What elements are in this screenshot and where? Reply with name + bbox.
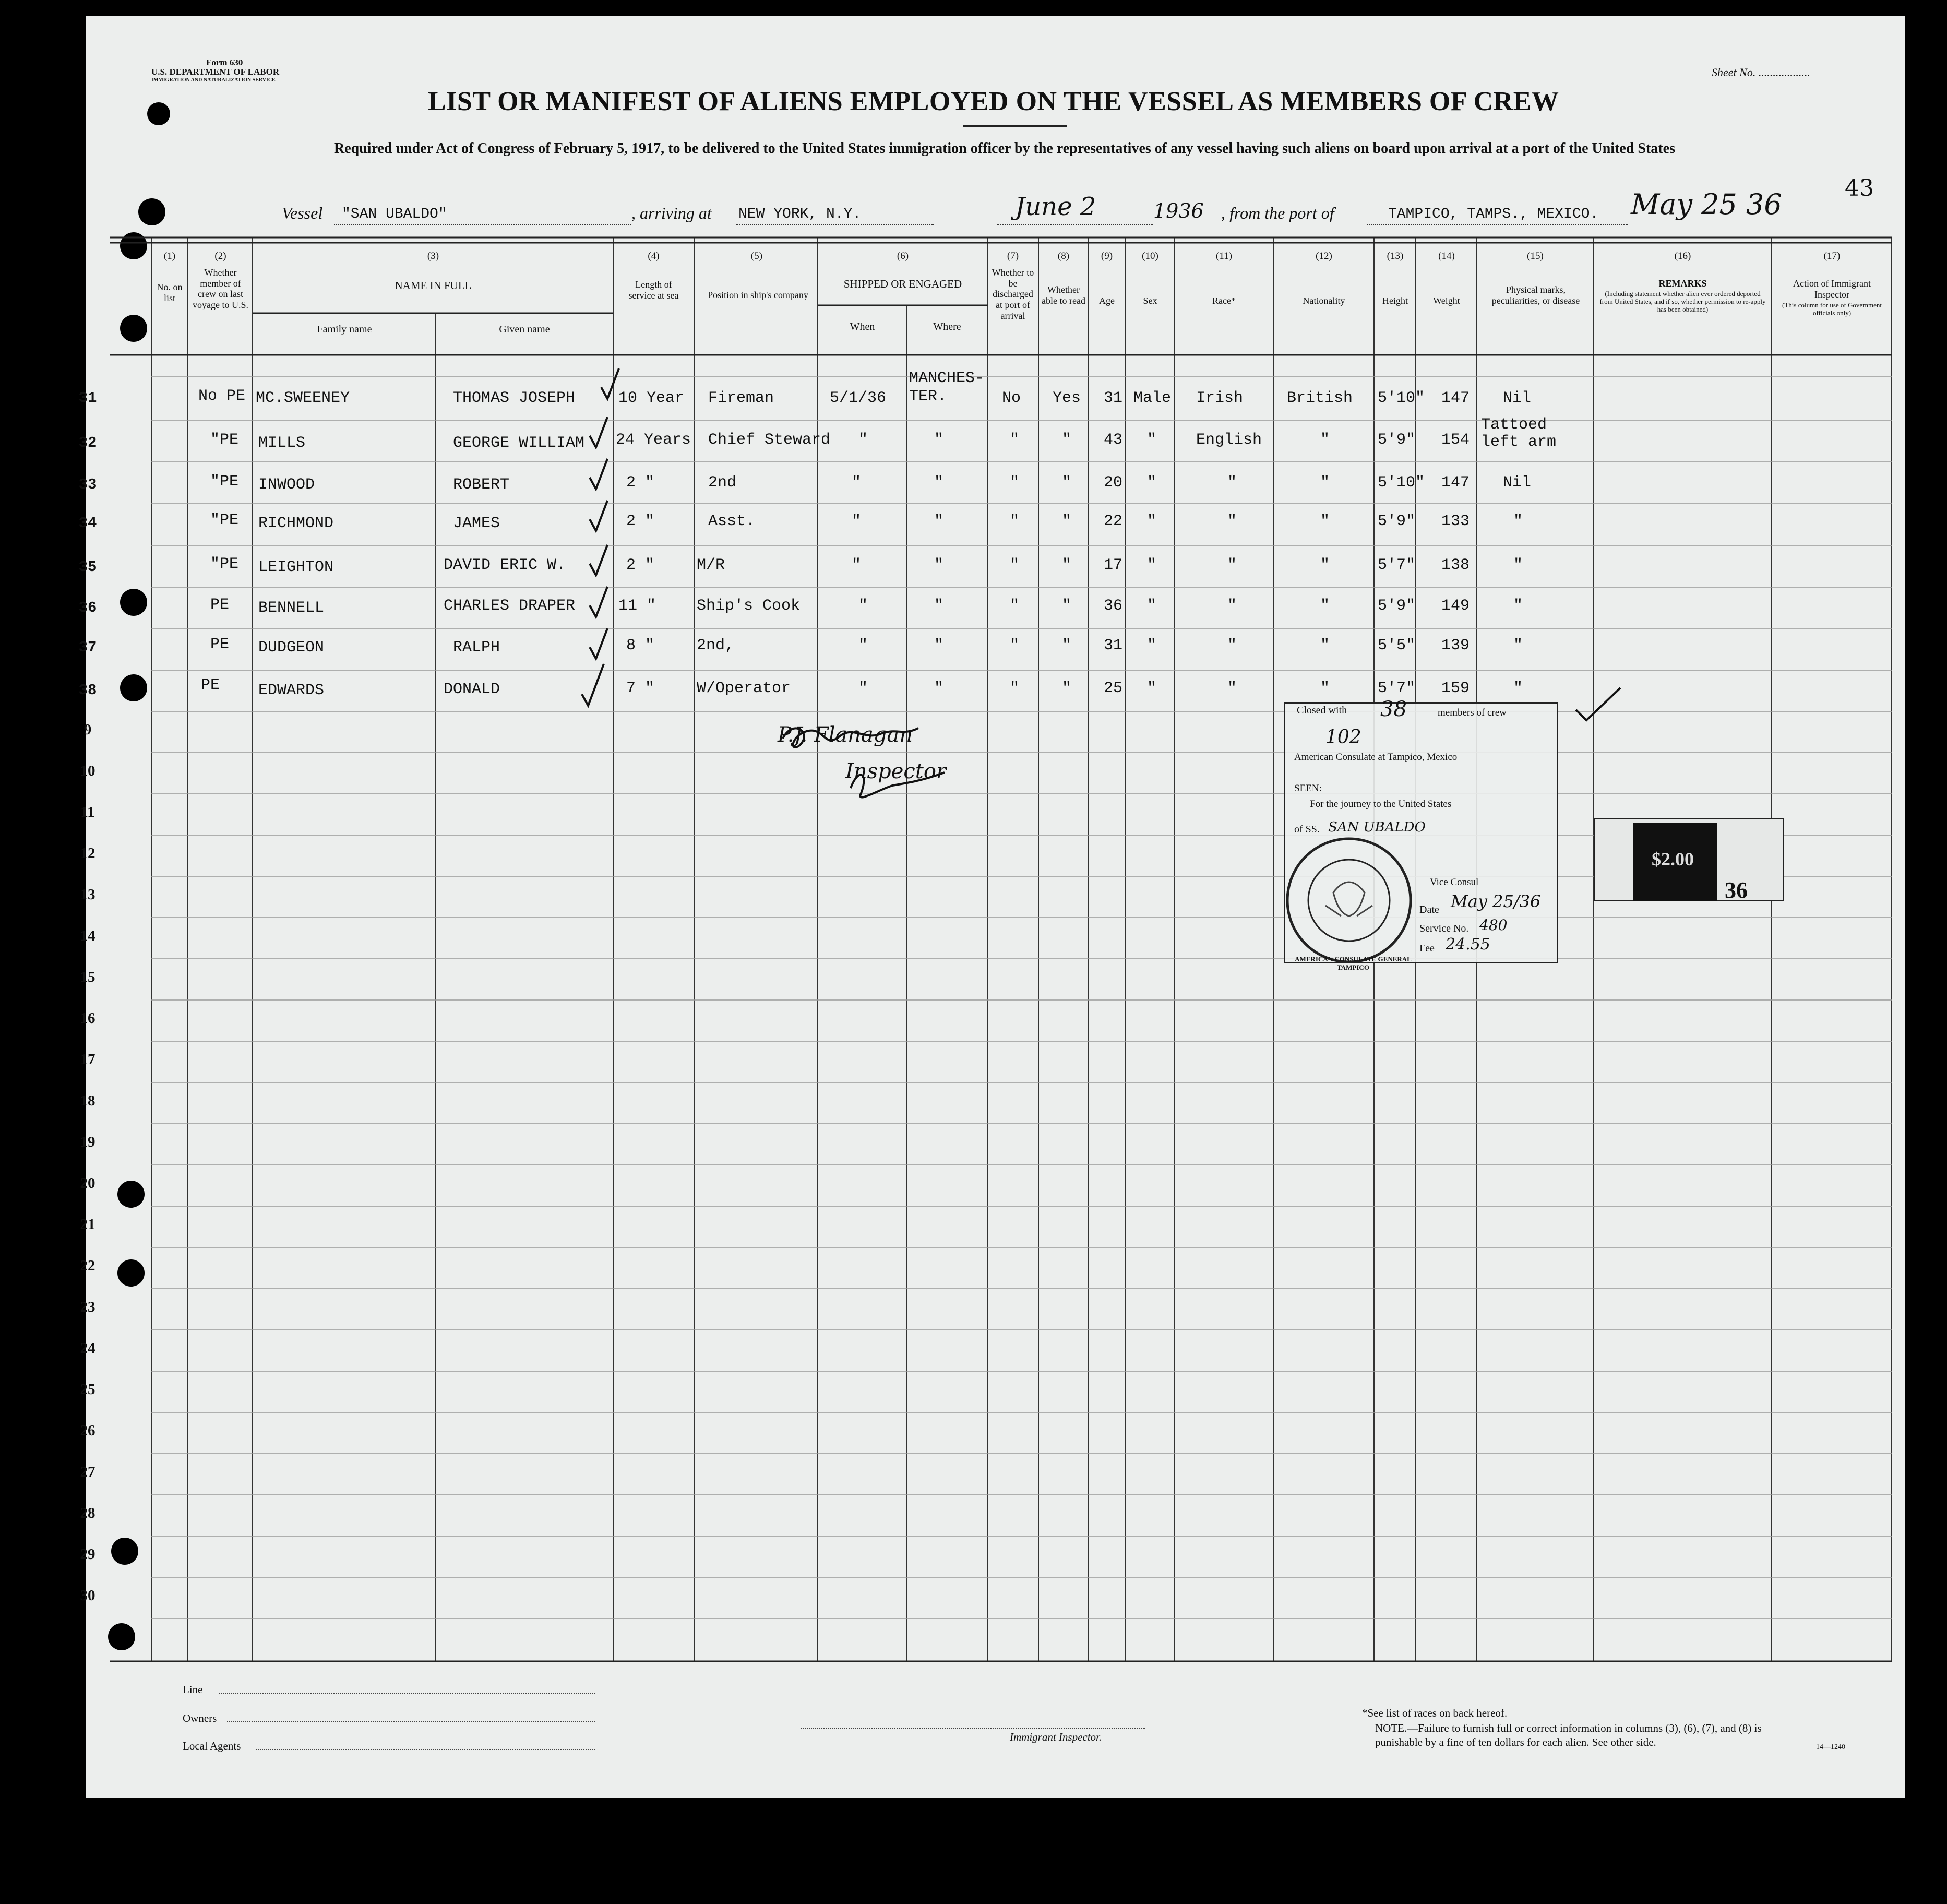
given-name-cell: RALPH [453, 639, 500, 657]
arrival-year: 1936 [1153, 199, 1204, 222]
page-title: LIST OR MANIFEST OF ALIENS EMPLOYED ON THE VESSEL AS MEMBERS OF CREW [428, 87, 1559, 116]
stamp-journey: For the journey to the United States [1310, 799, 1452, 810]
weight-cell: 149 [1441, 597, 1470, 615]
row-number: 30 [80, 1587, 95, 1604]
inspector-signature-title: Inspector [845, 759, 947, 783]
sex-cell: " [1147, 513, 1157, 530]
height-cell: 5'9" [1378, 513, 1416, 530]
position-cell: Chief Steward [708, 431, 831, 449]
col4-header: Length of service at sea [628, 279, 679, 301]
service-cell: 8 " [626, 637, 655, 654]
nationality-cell: " [1320, 513, 1330, 530]
family-name-cell: EDWARDS [258, 682, 325, 699]
read-cell: " [1062, 637, 1072, 654]
row-number: 35 [78, 558, 97, 576]
row-number: 28 [80, 1505, 95, 1521]
shipped-where-cell: " [934, 637, 944, 654]
discharged-cell: " [1010, 597, 1020, 615]
last-voyage-cell: No PE [198, 387, 246, 405]
stamp-vice-consul: Vice Consul [1430, 877, 1479, 888]
family-name-cell: RICHMOND [258, 515, 334, 532]
discharged-cell: " [1010, 680, 1020, 697]
col10-header: Sex [1143, 295, 1157, 306]
row-number: 22 [80, 1257, 95, 1274]
age-cell: 17 [1104, 556, 1123, 574]
race-cell: Irish [1196, 389, 1244, 407]
row-number: 13 [80, 886, 95, 903]
row-number: 32 [78, 434, 97, 451]
row-number: 15 [80, 969, 95, 985]
weight-cell: 159 [1441, 680, 1470, 697]
row-number: 25 [80, 1381, 95, 1398]
row-number: 33 [78, 476, 97, 493]
col16-subheader: (Including statement whether alien ever ordered deported from United States, and if so, whether permission to re-apply has been obtained) [1599, 290, 1766, 313]
fee-stamp-value: $2.00 [1652, 849, 1694, 870]
sex-cell: " [1147, 431, 1157, 449]
sex-cell: " [1147, 597, 1157, 615]
arriving-label: , arriving at [631, 204, 712, 222]
stamp-fee: 24.55 [1446, 935, 1490, 954]
marks-cell: " [1513, 513, 1523, 530]
shipped-where-cell: " [934, 513, 944, 530]
discharged-cell: " [1010, 556, 1020, 574]
row-number: 18 [80, 1092, 95, 1109]
col5-header: Position in ship's company [708, 290, 808, 300]
last-voyage-cell: "PE [210, 473, 239, 491]
shipped-where-cell: " [934, 474, 944, 492]
height-cell: 5'9" [1378, 597, 1416, 615]
row-number: 29 [80, 1546, 95, 1563]
race-cell: " [1227, 637, 1237, 654]
races-note: *See list of races on back hereof. [1362, 1707, 1508, 1719]
last-voyage-cell: "PE [210, 511, 239, 529]
row-number: 17 [80, 1051, 95, 1068]
family-name-cell: MILLS [258, 434, 306, 452]
height-cell: 5'10" [1378, 389, 1425, 407]
row-number: 21 [80, 1216, 95, 1233]
check-marks [582, 368, 1620, 720]
weight-cell: 154 [1441, 431, 1470, 449]
shipped-when-cell: " [858, 597, 868, 615]
stamp-crew-count: 38 [1380, 697, 1407, 721]
col1-header: No. on list [157, 282, 183, 303]
sex-cell: " [1147, 556, 1157, 574]
age-cell: 22 [1104, 513, 1123, 530]
col6-where-header: Where [933, 321, 961, 332]
position-cell: M/R [697, 556, 725, 574]
row-number: 16 [80, 1010, 95, 1027]
stamp-service-label: Service No. [1419, 923, 1469, 934]
discharged-cell: " [1010, 474, 1020, 492]
stamp-closed-with: Closed with [1297, 705, 1347, 716]
shipped-where-cell: " [934, 680, 944, 697]
given-name-cell: GEORGE WILLIAM [453, 434, 585, 452]
col13-header: Height [1382, 295, 1408, 306]
col15-num: (15) [1527, 251, 1544, 261]
footer-line-label: Line [183, 1683, 203, 1696]
stamp-date-label: Date [1419, 904, 1439, 915]
shipped-where-cell: " [934, 597, 944, 615]
footer-agents-label: Local Agents [183, 1740, 241, 1752]
race-cell: " [1227, 556, 1237, 574]
marks-cell: " [1513, 597, 1523, 615]
nationality-cell: " [1320, 680, 1330, 697]
col12-num: (12) [1316, 251, 1332, 261]
shipped-where-cell: MANCHES- TER. [909, 370, 985, 406]
footer-line-dotline [219, 1693, 595, 1694]
marks-cell: Nil [1503, 389, 1532, 407]
age-cell: 43 [1104, 431, 1123, 449]
fine-note: NOTE.—Failure to furnish full or correct information in columns (3), (6), (7), and (8) is punishable by a fine of ten dollars for each alien. See other side. [1375, 1722, 1762, 1749]
form-code: 14—1240 [1816, 1743, 1845, 1751]
col6-num: (6) [897, 251, 909, 261]
row-number: 20 [80, 1175, 95, 1192]
sheet-no-label: Sheet No. .................. [1712, 66, 1810, 79]
sex-cell: " [1147, 474, 1157, 492]
service-name: IMMIGRATION AND NATURALIZATION SERVICE [151, 77, 276, 83]
row-number: 9 [83, 721, 92, 738]
marks-cell: " [1513, 637, 1523, 654]
position-cell: 2nd [708, 474, 737, 492]
height-cell: 5'10" [1378, 474, 1425, 492]
stamp-fee-label: Fee [1419, 943, 1435, 954]
department: U.S. DEPARTMENT OF LABOR [151, 67, 280, 77]
row-number: 19 [80, 1134, 95, 1150]
height-cell: 5'9" [1378, 431, 1416, 449]
stamp-number: 102 [1325, 727, 1361, 748]
read-cell: " [1062, 597, 1072, 615]
departure-date: May 25 36 [1631, 188, 1782, 221]
nationality-cell: " [1320, 556, 1330, 574]
row-number: 27 [80, 1463, 95, 1480]
col8-num: (8) [1057, 251, 1070, 261]
footer-owners-label: Owners [183, 1712, 217, 1724]
stamp-ship: SAN UBALDO [1328, 819, 1426, 835]
read-cell: " [1062, 513, 1072, 530]
subtitle: Required under Act of Congress of February 5, 1917, to be delivered to the United States immigration officer by the representatives of any vessel having such aliens on board upon arrival at a port of the United States [334, 140, 1675, 157]
service-cell: 11 " [618, 597, 656, 615]
stamp-date: May 25/36 [1451, 891, 1541, 911]
sex-cell: Male [1133, 389, 1172, 407]
vessel-label: Vessel [282, 204, 323, 222]
col1-num: (1) [163, 251, 176, 261]
race-cell: English [1196, 431, 1262, 449]
stamp-members-label: members of crew [1438, 707, 1507, 718]
row-number: 12 [80, 845, 95, 862]
col9-header: Age [1099, 295, 1115, 306]
col2-header: Whether member of crew on last voyage to U.S. [193, 267, 248, 311]
seal-text: AMERICAN CONSULATE GENERAL TAMPICO [1295, 955, 1412, 971]
row-number: 31 [78, 389, 97, 407]
nationality-cell: " [1320, 474, 1330, 492]
col3-family-header: Family name [317, 324, 372, 335]
row-number: 14 [80, 927, 95, 944]
shipped-when-cell: " [858, 680, 868, 697]
col5-num: (5) [750, 251, 763, 261]
service-cell: 7 " [626, 680, 655, 697]
immigrant-inspector-label: Immigrant Inspector. [1010, 1731, 1102, 1743]
col3-header: NAME IN FULL [395, 279, 472, 292]
fee-stamp-date: 36 [1725, 877, 1748, 903]
footer-owners-dotline [227, 1721, 595, 1722]
col12-header: Nationality [1303, 295, 1345, 306]
position-cell: 2nd, [697, 637, 735, 654]
weight-cell: 147 [1441, 389, 1470, 407]
age-cell: 31 [1104, 637, 1123, 654]
nationality-cell: " [1320, 597, 1330, 615]
age-cell: 25 [1104, 680, 1123, 697]
service-cell: 10 Year [618, 389, 685, 407]
col15-header: Physical marks, peculiarities, or disease [1491, 284, 1580, 306]
weight-cell: 133 [1441, 513, 1470, 530]
last-voyage-cell: "PE [210, 555, 239, 573]
family-name-cell: BENNELL [258, 599, 325, 617]
row-number: 24 [80, 1340, 95, 1356]
arriving-port: NEW YORK, N.Y. [738, 206, 862, 222]
row-number: 23 [80, 1299, 95, 1315]
discharged-cell: " [1010, 637, 1020, 654]
age-cell: 20 [1104, 474, 1123, 492]
shipped-when-cell: " [852, 513, 862, 530]
discharged-cell: " [1010, 431, 1020, 449]
marks-cell: Tattoed left arm [1481, 416, 1557, 451]
marks-cell: " [1513, 556, 1523, 574]
marks-cell: Nil [1503, 474, 1532, 492]
stamp-service: 480 [1479, 917, 1508, 934]
nationality-cell: " [1320, 637, 1330, 654]
row-number: 10 [80, 763, 95, 779]
age-cell: 36 [1104, 597, 1123, 615]
vessel-name: "SAN UBALDO" [342, 206, 447, 222]
nationality-cell: " [1320, 431, 1330, 449]
col8-header: Whether able to read [1042, 284, 1085, 306]
age-cell: 31 [1104, 389, 1123, 407]
race-cell: " [1227, 597, 1237, 615]
row-number: 36 [78, 599, 97, 616]
given-name-cell: JAMES [453, 515, 500, 532]
consulate-seal-icon [1284, 835, 1419, 966]
departure-port: TAMPICO, TAMPS., MEXICO. [1388, 206, 1599, 222]
given-name-cell: CHARLES DRAPER [444, 597, 576, 615]
read-cell: " [1062, 680, 1072, 697]
arrival-date: June 2 [1015, 192, 1096, 221]
weight-cell: 147 [1441, 474, 1470, 492]
col17-subheader: (This column for use of Government officials only) [1782, 301, 1882, 317]
col7-num: (7) [1007, 251, 1019, 261]
inspector-signature-name: P.J. Flanagan [778, 723, 913, 747]
last-voyage-cell: PE [201, 676, 220, 694]
sheet-label: Sheet No. [1712, 66, 1756, 79]
stamp-ship-label: of SS. [1294, 824, 1320, 835]
discharged-cell: " [1010, 513, 1020, 530]
from-port-label: , from the port of [1221, 204, 1334, 222]
read-cell: Yes [1053, 389, 1081, 407]
row-number: 26 [80, 1422, 95, 1439]
given-name-cell: ROBERT [453, 476, 510, 494]
sex-cell: " [1147, 637, 1157, 654]
read-cell: " [1062, 474, 1072, 492]
last-voyage-cell: PE [210, 596, 230, 614]
col13-num: (13) [1387, 251, 1404, 261]
family-name-cell: DUDGEON [258, 639, 325, 657]
read-cell: " [1062, 431, 1072, 449]
shipped-when-cell: " [858, 431, 868, 449]
last-voyage-cell: "PE [210, 431, 239, 449]
family-name-cell: LEIGHTON [258, 558, 334, 576]
race-cell: " [1227, 513, 1237, 530]
col3-num: (3) [427, 251, 439, 261]
position-cell: W/Operator [697, 680, 791, 697]
weight-cell: 138 [1441, 556, 1470, 574]
read-cell: " [1062, 556, 1072, 574]
col3-given-header: Given name [499, 324, 550, 335]
height-cell: 5'5" [1378, 637, 1416, 654]
given-name-cell: THOMAS JOSEPH [453, 389, 576, 407]
col6-when-header: When [850, 321, 875, 332]
marks-cell: " [1513, 680, 1523, 697]
row-number: 34 [78, 515, 97, 532]
col11-num: (11) [1216, 251, 1232, 261]
col4-num: (4) [648, 251, 660, 261]
given-name-cell: DAVID ERIC W. [444, 556, 566, 574]
height-cell: 5'7" [1378, 556, 1416, 574]
col2-num: (2) [214, 251, 226, 261]
inspector-dotline [801, 1728, 1145, 1729]
grid-row-lines [151, 377, 1892, 1619]
stamp-consulate: American Consulate at Tampico, Mexico [1294, 752, 1458, 763]
col6-header: SHIPPED OR ENGAGED [843, 278, 962, 290]
grid-vertical-lines [151, 237, 1892, 1661]
service-cell: 2 " [626, 556, 655, 574]
service-cell: 2 " [626, 474, 655, 492]
row-number: 38 [78, 682, 97, 699]
given-name-cell: DONALD [444, 681, 500, 698]
service-cell: 2 " [626, 513, 655, 530]
footer-agents-dotline [256, 1749, 595, 1750]
col17-header: Action of Immigrant Inspector [1793, 278, 1871, 300]
race-cell: " [1227, 680, 1237, 697]
form-number: Form 630 [206, 57, 243, 67]
col16-header: REMARKS [1658, 278, 1707, 289]
col14-num: (14) [1438, 251, 1455, 261]
row-number: 37 [78, 639, 97, 656]
shipped-when-cell: " [858, 637, 868, 654]
row-number: 11 [80, 804, 95, 820]
service-cell: 24 Years [616, 431, 691, 449]
shipped-where-cell: " [934, 556, 944, 574]
shipped-when-cell: " [852, 556, 862, 574]
family-name-cell: INWOOD [258, 476, 315, 494]
position-cell: Ship's Cook [697, 597, 801, 615]
race-cell: " [1227, 474, 1237, 492]
position-cell: Fireman [708, 389, 774, 407]
stamp-seen: SEEN: [1294, 783, 1322, 794]
col16-num: (16) [1674, 251, 1691, 261]
shipped-when-cell: 5/1/36 [830, 389, 887, 407]
shipped-when-cell: " [852, 474, 862, 492]
sex-cell: " [1147, 680, 1157, 697]
nationality-cell: British [1287, 389, 1353, 407]
height-cell: 5'7" [1378, 680, 1416, 697]
page-number: 43 [1845, 175, 1874, 201]
shipped-where-cell: " [934, 431, 944, 449]
col14-header: Weight [1433, 295, 1460, 306]
last-voyage-cell: PE [210, 636, 230, 653]
col17-num: (17) [1823, 251, 1841, 261]
col9-num: (9) [1101, 251, 1113, 261]
col10-num: (10) [1142, 251, 1158, 261]
family-name-cell: MC.SWEENEY [256, 389, 350, 407]
col7-header: Whether to be discharged at port of arrival [992, 267, 1034, 321]
discharged-cell: No [1002, 389, 1021, 407]
position-cell: Asst. [708, 513, 756, 530]
weight-cell: 139 [1441, 637, 1470, 654]
col11-header: Race* [1212, 295, 1236, 306]
